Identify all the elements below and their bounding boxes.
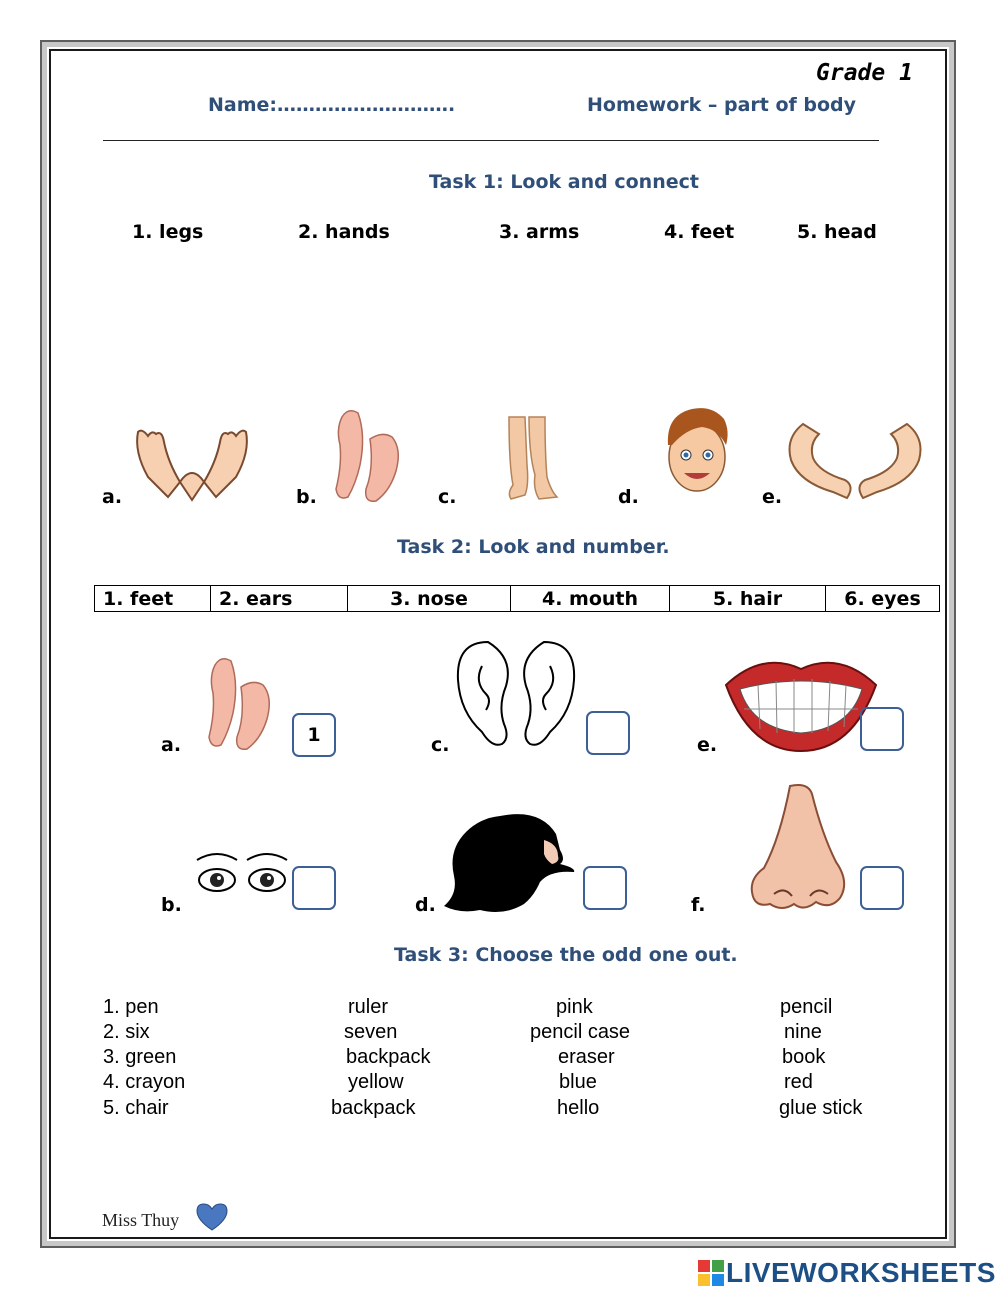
odd-one-option[interactable]: seven	[344, 1021, 398, 1043]
task2-item-label: c.	[431, 734, 450, 756]
odd-one-option[interactable]: red	[784, 1071, 813, 1093]
table-cell: 2. ears	[211, 586, 348, 611]
odd-one-option[interactable]: backpack	[331, 1097, 416, 1119]
task1-word[interactable]: 2. hands	[298, 221, 390, 243]
task2-item-label: e.	[697, 734, 718, 756]
odd-one-option[interactable]: glue stick	[779, 1097, 863, 1119]
odd-one-option[interactable]: book	[782, 1046, 826, 1068]
answer-box[interactable]	[860, 707, 904, 751]
hair-icon	[440, 810, 580, 916]
head-icon[interactable]	[662, 405, 732, 497]
table-cell: 3. nose	[348, 586, 511, 611]
liveworksheets-brand: LIVEWORKSHEETS	[726, 1257, 996, 1288]
table-cell: 5. hair	[670, 586, 826, 611]
heart-icon	[195, 1202, 229, 1232]
nose-icon	[750, 782, 850, 914]
task1-pic-label: e.	[762, 486, 783, 508]
odd-one-option[interactable]: blue	[559, 1071, 597, 1093]
task1-title: Task 1: Look and connect	[429, 171, 699, 193]
name-field[interactable]: Name:……………………….	[208, 94, 456, 116]
eyes-icon	[193, 848, 291, 898]
odd-one-option[interactable]: hello	[557, 1097, 600, 1119]
odd-one-option[interactable]: 3. green	[103, 1046, 177, 1068]
odd-one-option[interactable]: 2. six	[103, 1021, 150, 1043]
task1-pic-label: d.	[618, 486, 639, 508]
odd-one-option[interactable]: pencil case	[530, 1021, 631, 1043]
task1-pic-label: b.	[296, 486, 317, 508]
hands-icon[interactable]	[128, 422, 256, 502]
task2-item-label: b.	[161, 894, 182, 916]
task1-pic-label: c.	[438, 486, 457, 508]
task1-word[interactable]: 1. legs	[132, 221, 204, 243]
table-cell: 6. eyes	[844, 587, 921, 610]
mouth-icon	[722, 655, 880, 755]
table-cell: 1. feet	[95, 586, 211, 611]
header-divider	[103, 140, 879, 141]
grade-label: Grade 1	[816, 60, 913, 86]
homework-title: Homework – part of body	[587, 94, 857, 116]
odd-one-option[interactable]: nine	[784, 1021, 822, 1043]
task1-word[interactable]: 5. head	[797, 221, 877, 243]
arms-icon[interactable]	[785, 418, 925, 508]
odd-one-option[interactable]: 4. crayon	[103, 1071, 186, 1093]
odd-one-option[interactable]: pencil	[780, 996, 833, 1018]
answer-box[interactable]	[292, 866, 336, 910]
odd-one-option[interactable]: pink	[556, 996, 593, 1018]
answer-box[interactable]	[586, 711, 630, 755]
answer-box[interactable]	[583, 866, 627, 910]
task2-title: Task 2: Look and number.	[397, 536, 670, 558]
ears-icon	[452, 636, 580, 754]
feet-icon	[205, 655, 277, 753]
task1-pic-label: a.	[102, 486, 123, 508]
word-table	[94, 585, 940, 612]
odd-one-option[interactable]: 5. chair	[103, 1097, 169, 1119]
task2-item-label: f.	[691, 894, 706, 916]
task2-item-label: d.	[415, 894, 436, 916]
legs-icon[interactable]	[495, 415, 565, 505]
task2-item-label: a.	[161, 734, 182, 756]
odd-one-option[interactable]: 1. pen	[103, 996, 159, 1018]
table-cell: 4. mouth	[511, 586, 670, 611]
odd-one-option[interactable]: yellow	[348, 1071, 404, 1093]
teacher-signature: Miss Thuy	[102, 1210, 180, 1230]
odd-one-option[interactable]: backpack	[346, 1046, 431, 1068]
odd-one-option[interactable]: eraser	[558, 1046, 615, 1068]
odd-one-option[interactable]: ruler	[348, 996, 389, 1018]
feet-icon[interactable]	[330, 405, 410, 505]
liveworksheets-logo	[698, 1257, 996, 1289]
liveworksheets-logo-icon	[698, 1260, 724, 1286]
answer-box[interactable]: 1	[292, 713, 336, 757]
task1-word[interactable]: 3. arms	[499, 221, 580, 243]
task3-title: Task 3: Choose the odd one out.	[394, 944, 738, 966]
task1-word[interactable]: 4. feet	[664, 221, 735, 243]
answer-box[interactable]	[860, 866, 904, 910]
